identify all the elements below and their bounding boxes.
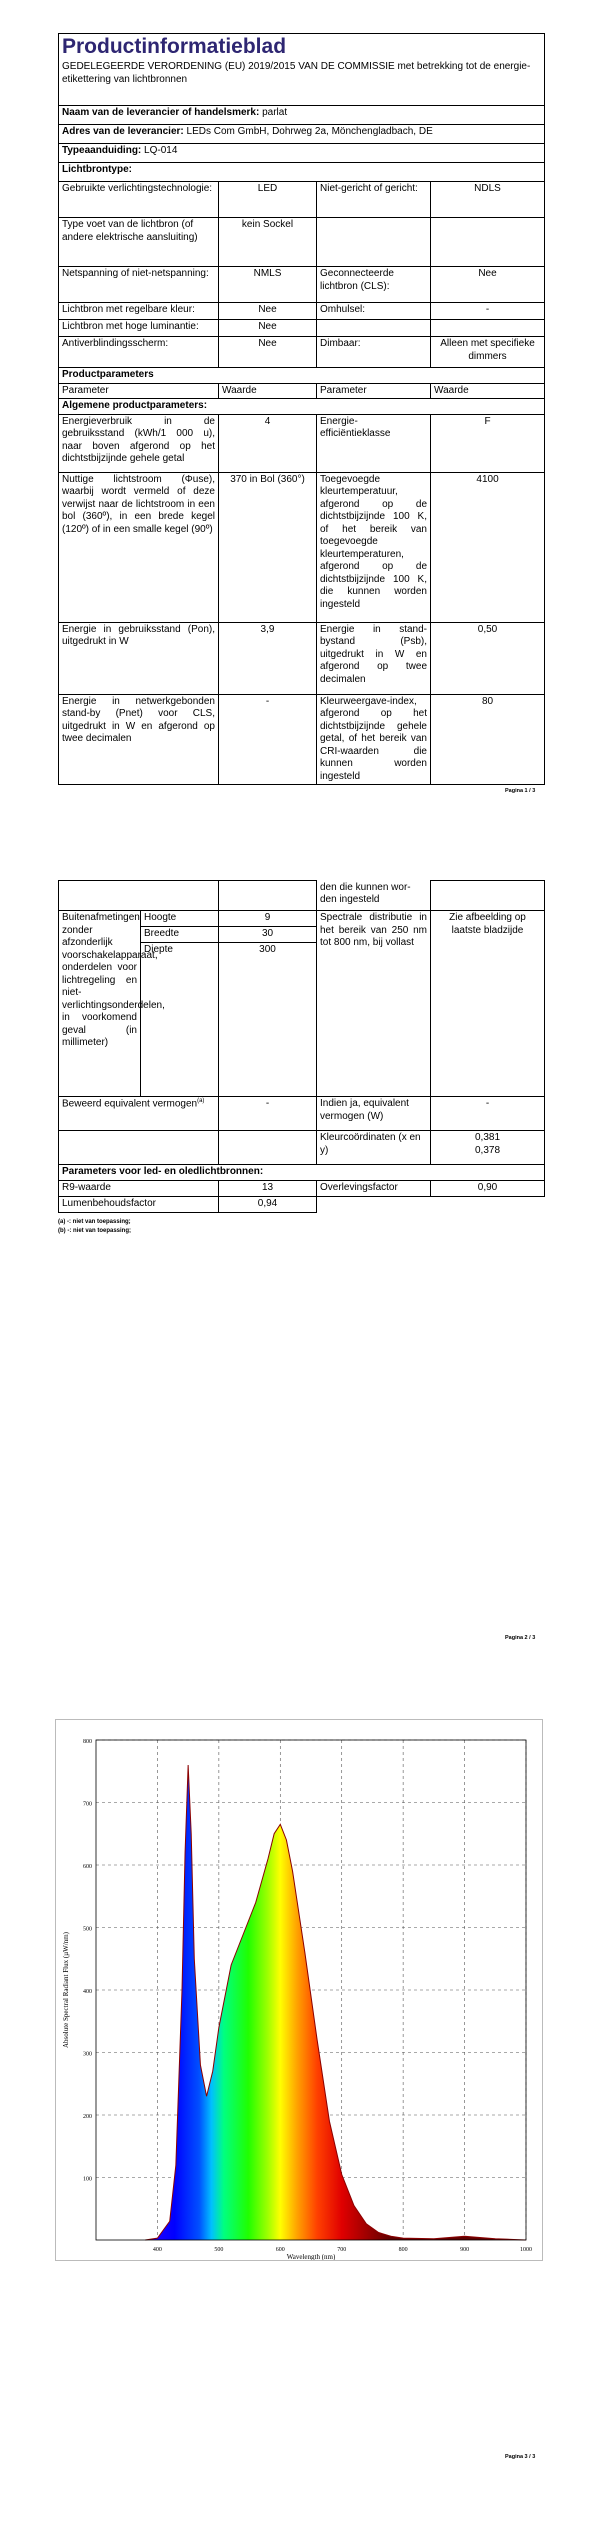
survival-label: Overlevingsfactor [317, 1181, 431, 1197]
x-tick-label: 700 [337, 2247, 347, 2253]
document-subtitle: GEDELEGEERDE VERORDENING (EU) 2019/2015 VAN DE COMMISSIE met betrekking tot de energie-etikettering van lichtbronnen [62, 61, 531, 85]
x-tick-label: 1000 [520, 2247, 532, 2253]
r9-value: 13 [219, 1181, 317, 1197]
x-tick-label: 400 [152, 2247, 162, 2253]
empty-cell [431, 1197, 545, 1213]
empty-cell [317, 320, 431, 337]
empty-cell [59, 881, 219, 911]
y-tick-label: 200 [83, 2114, 92, 2120]
empty-cell [431, 218, 545, 267]
document-title: Productinformatieblad [62, 35, 287, 58]
page-number: Pagina 1 / 3 [505, 788, 536, 794]
standby-power-value: 0,50 [431, 622, 545, 694]
survival-value: 0,90 [431, 1181, 545, 1197]
y-tick-label: 300 [83, 2051, 92, 2058]
equivalent-power-text: Beweerd equivalent vermogen [62, 1098, 198, 1110]
depth-label: Diepte [141, 943, 219, 1097]
spectral-value: Zie afbeelding op laatste bladzijde [431, 911, 545, 1097]
directional-value: NDLS [431, 182, 545, 218]
y-tick-label: 400 [83, 1989, 92, 1995]
supplier-name-label: Naam van de leverancier of handelsmerk: [62, 107, 260, 118]
chromaticity-x: 0,381 [474, 1132, 501, 1143]
equivalent-power-label [59, 1097, 219, 1131]
page-number: Pagina 3 / 3 [505, 2454, 536, 2460]
anti-glare-label: Antiverblindingsscherm: [59, 337, 219, 368]
equivalent-watt-label: Indien ja, equivalent vermogen (W) [317, 1097, 431, 1131]
colour-tunable-label: Lichtbron met regelbare kleur: [59, 303, 219, 320]
light-source-type-heading: Lichtbrontype: [59, 163, 545, 182]
product-params-heading: Productparameters [59, 368, 545, 384]
product-info-table [58, 33, 545, 785]
led-params-heading: Parameters voor led- en oledlichtbronnen: [59, 1165, 545, 1181]
page-number: Pagina 2 / 3 [505, 1635, 536, 1641]
y-tick-label: 800 [83, 1739, 92, 1745]
supplier-name-value: parlat [262, 107, 288, 118]
dimmable-value: Alleen met specifieke dimmers [431, 337, 545, 368]
network-standby-label: Energie in netwerkgebonden stand-by (Pnet) voor CLS, uitgedrukt in W en afgerond op twee decimalen [59, 694, 219, 785]
col-header-param: Parameter [317, 383, 431, 399]
spectral-distribution-chart [56, 1720, 542, 2260]
y-tick-label: 500 [83, 1926, 92, 1933]
chromaticity-y: 0,378 [474, 1144, 501, 1156]
y-tick-label: 600 [83, 1864, 92, 1870]
type-designation-label: Typeaanduiding: [62, 145, 142, 156]
empty-cell [317, 218, 431, 267]
envelope-value: - [431, 303, 545, 320]
y-tick-label: 700 [83, 1801, 92, 1808]
cri-label-continued [317, 881, 431, 911]
supplier-address-row [59, 125, 545, 144]
spectrum-area [145, 1765, 526, 2240]
cls-value: Nee [431, 267, 545, 303]
depth-value: 300 [219, 943, 317, 1097]
width-label: Breedte [141, 927, 219, 943]
general-params-heading: Algemene productparameters: [59, 399, 545, 415]
dimmable-label: Dimbaar: [317, 337, 431, 368]
energy-consumption-value: 4 [219, 414, 317, 472]
spectral-label: Spectrale distributie in het bereik van 250 nm tot 800 nm, bij vollast [317, 911, 431, 1097]
equivalent-power-value: - [219, 1097, 317, 1131]
height-value: 9 [219, 911, 317, 927]
standby-power-label: Energie in stand-bystand (Psb), uitgedrukt in W en afgerond op twee decimalen [317, 622, 431, 694]
x-axis-label: Wavelength (nm) [286, 2253, 336, 2260]
header-cell [59, 34, 545, 106]
x-tick-label: 900 [460, 2247, 470, 2253]
colour-temp-value: 4100 [431, 472, 545, 622]
chromaticity-value [431, 1131, 545, 1165]
colour-temp-label: Toegevoegde kleurtemperatuur, afgerond op de dichtstbijzijnde 100 K, of het bereik van toegevoegde kleurtemperaturen, afgerond op de dichtstbijzijnde 100 K, die kunnen worden ingesteld [317, 472, 431, 622]
height-label: Hoogte [141, 911, 219, 927]
empty-cell [317, 1197, 431, 1213]
width-value: 30 [219, 927, 317, 943]
x-tick-label: 600 [275, 2247, 285, 2253]
type-designation-value: LQ-014 [144, 145, 178, 156]
empty-cell [219, 881, 317, 911]
energy-consumption-label: Energieverbruik in de gebruiksstand (kWh/1 000 u), naar boven afgerond op het dichtstbijzijnde gehele getal [59, 414, 219, 472]
cls-label: Geconnecteerde lichtbron (CLS): [317, 267, 431, 303]
energy-class-label: Energie-efficiëntieklasse [317, 414, 431, 472]
high-luminance-label: Lichtbron met hoge luminantie: [59, 320, 219, 337]
anti-glare-value: Nee [219, 337, 317, 368]
y-axis-label: Absolute Spectral Radiant Flux (µW/nm) [62, 1931, 70, 2049]
footnotes [58, 1218, 131, 1235]
tech-value: LED [219, 182, 317, 218]
r9-label: R9-waarde [59, 1181, 219, 1197]
cap-type-label: Type voet van de lichtbron (of andere elektrische aansluiting) [59, 218, 219, 267]
col-header-value: Waarde [219, 383, 317, 399]
equivalent-watt-value: - [431, 1097, 545, 1131]
empty-cell [431, 320, 545, 337]
on-mode-power-value: 3,9 [219, 622, 317, 694]
footnote-a: (a) -: niet van toepassing; [58, 1219, 131, 1225]
supplier-address-label: Adres van de leverancier: [62, 126, 184, 137]
network-standby-value: - [219, 694, 317, 785]
x-tick-label: 500 [214, 2247, 224, 2253]
y-tick-label: 100 [83, 2176, 92, 2183]
product-info-table-continued [58, 880, 545, 1213]
chromaticity-label: Kleurcoördinaten (x en y) [317, 1131, 431, 1165]
on-mode-power-label: Energie in gebruiksstand (Pon), uitgedrukt in W [59, 622, 219, 694]
x-tick-label: 800 [398, 2247, 408, 2253]
colour-tunable-value: Nee [219, 303, 317, 320]
lumen-maintenance-value: 0,94 [219, 1197, 317, 1213]
lumen-maintenance-label: Lumenbehoudsfactor [59, 1197, 219, 1213]
mains-value: NMLS [219, 267, 317, 303]
empty-cell [59, 1131, 219, 1165]
col-header-value: Waarde [431, 383, 545, 399]
footnote-b: (b) -: niet van toepassing; [58, 1227, 132, 1234]
footnote-ref: (a) [197, 1098, 205, 1104]
luminous-flux-label: Nuttige lichtstroom (Φuse), waarbij wordt vermeld of deze verwijst naar de lichtstroom in een bol (360º), in een brede kegel (120º) of in een smalle kegel (90º) [59, 472, 219, 622]
col-header-param: Parameter [59, 383, 219, 399]
empty-cell [431, 881, 545, 911]
directional-label: Niet-gericht of gericht: [317, 182, 431, 218]
cri-continued-text: den die kunnen wor- den ingesteld [320, 881, 411, 905]
envelope-label: Omhulsel: [317, 303, 431, 320]
mains-label: Netspanning of niet-netspanning: [59, 267, 219, 303]
spectral-chart-frame [55, 1719, 543, 2261]
luminous-flux-value: 370 in Bol (360°) [219, 472, 317, 622]
cri-value: 80 [431, 694, 545, 785]
tech-label: Gebruikte verlichtingstechnologie: [59, 182, 219, 218]
high-luminance-value: Nee [219, 320, 317, 337]
supplier-name-row [59, 106, 545, 125]
empty-cell [219, 1131, 317, 1165]
energy-class-value: F [431, 414, 545, 472]
dimensions-label: Buitenafmetingen zonder afzonderlijk voorschakelapparaat, onderdelen voor lichtregeling en niet-verlichtingsonderdelen, in voorkomend geval (in millimeter) [59, 911, 141, 1097]
cap-type-value: kein Sockel [219, 218, 317, 267]
cri-label: Kleurweergave-index, afgerond op het dichtstbijzijnde gehele getal, of het bereik van CRI-waarden die kunnen worden ingesteld [317, 694, 431, 785]
supplier-address-value: LEDs Com GmbH, Dohrweg 2a, Mönchengladbach, DE [186, 126, 433, 137]
type-designation-row [59, 144, 545, 163]
